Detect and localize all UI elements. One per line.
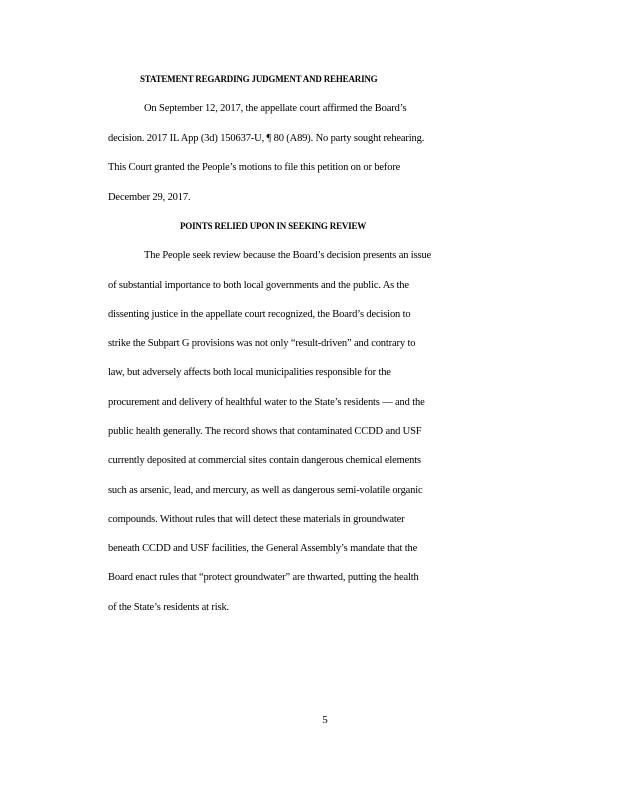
points-line-1: The People seek review because the Board’s decision presents an issue <box>144 250 432 261</box>
points-line-6: procurement and delivery of healthful water to the State’s residents — and the <box>108 397 425 408</box>
statement-line-2: decision. 2017 IL App (3d) 150637-U, ¶ 80 (A89). No party sought rehearing. <box>108 133 425 144</box>
page-number: 5 <box>322 714 328 726</box>
points-line-9: such as arsenic, lead, and mercury, as well as dangerous semi-volatile organic <box>108 485 423 496</box>
points-heading: POINTS RELIED UPON IN SEEKING REVIEW <box>180 221 367 231</box>
points-line-3: dissenting justice in the appellate court recognized, the Board’s decision to <box>108 309 411 320</box>
statement-heading: STATEMENT REGARDING JUDGMENT AND REHEARING <box>140 74 378 84</box>
points-line-7: public health generally. The record shows that contaminated CCDD and USF <box>108 426 422 437</box>
statement-line-3: This Court granted the People’s motions to file this petition on or before <box>108 162 401 173</box>
points-line-2: of substantial importance to both local governments and the public. As the <box>108 280 409 291</box>
points-line-8: currently deposited at commercial sites contain dangerous chemical elements <box>108 455 421 466</box>
statement-line-1: On September 12, 2017, the appellate court affirmed the Board’s <box>144 103 407 114</box>
points-line-5: law, but adversely affects both local municipalities responsible for the <box>108 367 391 378</box>
points-line-12: Board enact rules that “protect groundwater” are thwarted, putting the health <box>108 572 419 583</box>
points-line-11: beneath CCDD and USF facilities, the General Assembly’s mandate that the <box>108 543 418 554</box>
points-line-10: compounds. Without rules that will detect these materials in groundwater <box>108 514 405 525</box>
statement-line-4: December 29, 2017. <box>108 192 191 203</box>
points-line-4: strike the Subpart G provisions was not only “result-driven” and contrary to <box>108 338 416 349</box>
points-line-13: of the State’s residents at risk. <box>108 602 230 613</box>
